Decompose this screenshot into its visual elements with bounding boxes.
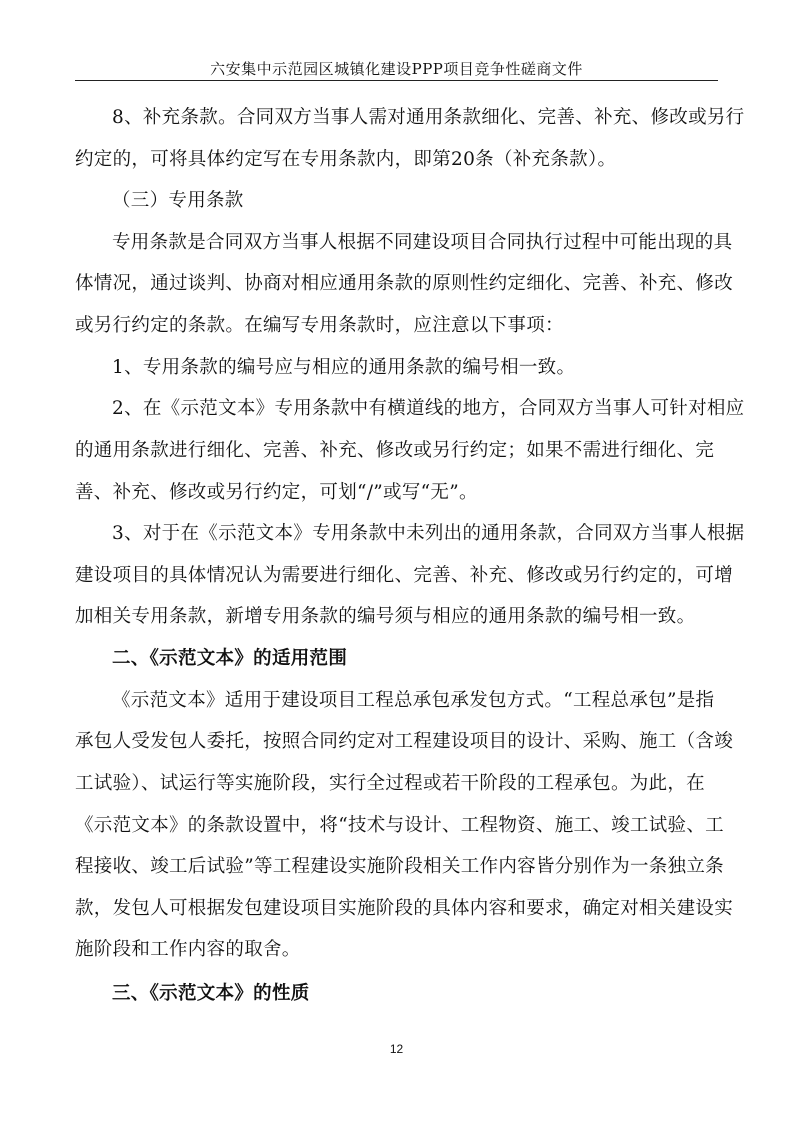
list-item: 2、在《示范文本》专用条款中有横道线的地方，合同双方当事人可针对相应: [112, 398, 745, 419]
page-header-title: 六安集中示范园区城镇化建设PPP项目竞争性磋商文件: [210, 60, 583, 78]
list-item: 3、对于在《示范文本》专用条款中未列出的通用条款，合同双方当事人根据: [112, 523, 745, 544]
paragraph-line: 《示范文本》的条款设置中，将“技术与设计、工程物资、施工、竣工试验、工: [75, 815, 724, 836]
paragraph-line: 加相关专用条款，新增专用条款的编号须与相应的通用条款的编号相一致。: [75, 606, 696, 627]
list-item: 1、专用条款的编号应与相应的通用条款的编号相一致。: [112, 357, 576, 378]
paragraph-line: 《示范文本》适用于建设项目工程总承包承发包方式。“工程总承包”是指: [112, 690, 715, 711]
section-heading: 二、《示范文本》的适用范围: [112, 648, 348, 669]
page-number: 12: [389, 1042, 404, 1056]
paragraph-line: 施阶段和工作内容的取舍。: [75, 939, 301, 960]
paragraph-line: 善、补充、修改或另行约定，可划“/”或写“无”。: [75, 482, 478, 503]
paragraph-line: 约定的，可将具体约定写在专用条款内，即第20条（补充条款）。: [75, 149, 617, 170]
section-heading: 三、《示范文本》的性质: [112, 983, 310, 1004]
paragraph-line: 的通用条款进行细化、完善、补充、修改或另行约定；如果不需进行细化、完: [75, 440, 715, 461]
subsection-heading: （三）专用条款: [112, 190, 244, 211]
paragraph-line: 建设项目的具体情况认为需要进行细化、完善、补充、修改或另行约定的，可增: [75, 565, 734, 586]
header-divider: [75, 80, 718, 81]
paragraph-line: 款，发包人可根据发包建设项目实施阶段的具体内容和要求，确定对相关建设实: [75, 898, 734, 919]
paragraph-line: 专用条款是合同双方当事人根据不同建设项目合同执行过程中可能出现的具: [112, 232, 733, 253]
paragraph-line: 程接收、竣工后试验”等工程建设实施阶段相关工作内容皆分别作为一条独立条: [75, 856, 724, 877]
paragraph-line: 体情况，通过谈判、协商对相应通用条款的原则性约定细化、完善、补充、修改: [75, 273, 734, 294]
paragraph-line: 8、补充条款。合同双方当事人需对通用条款细化、完善、补充、修改或另行: [112, 107, 745, 128]
paragraph-line: 工试验）、试运行等实施阶段，实行全过程或若干阶段的工程承包。为此，在: [75, 773, 705, 794]
paragraph-line: 或另行约定的条款。在编写专用条款时，应注意以下事项：: [75, 315, 564, 336]
paragraph-line: 承包人受发包人委托，按照合同约定对工程建设项目的设计、采购、施工（含竣: [75, 731, 734, 752]
